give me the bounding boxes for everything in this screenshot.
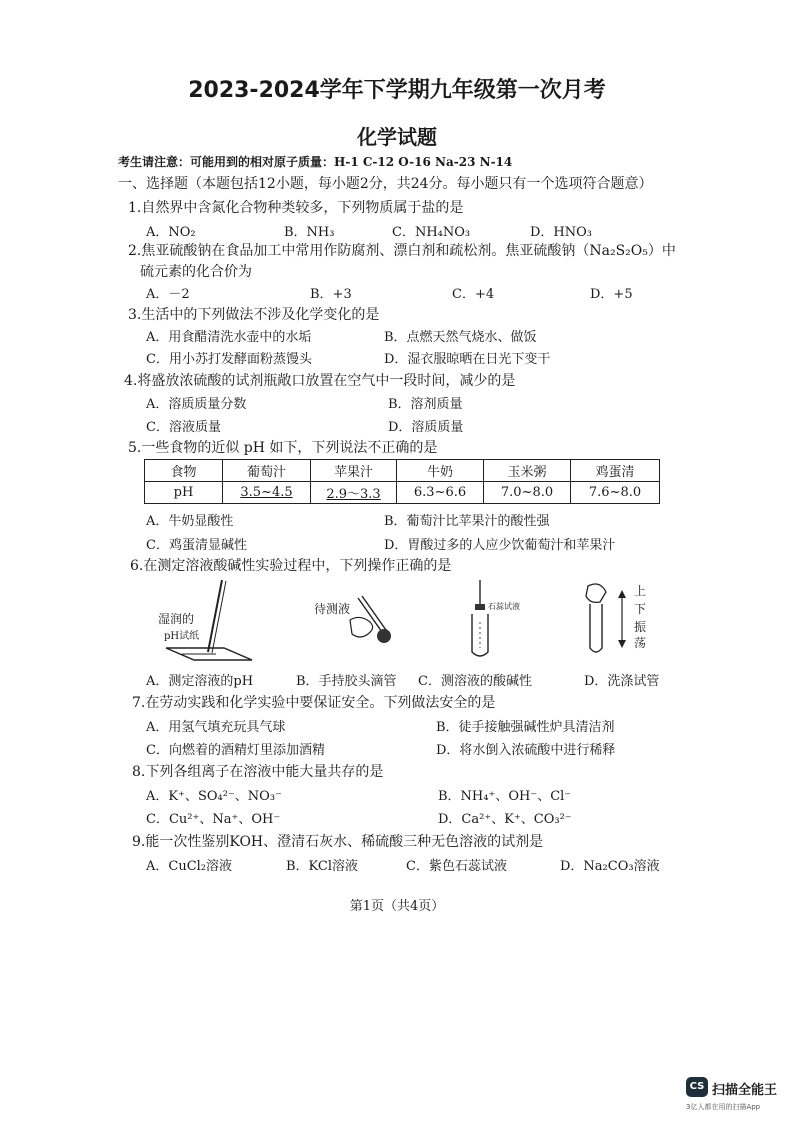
scanner-logo-icon: CS (686, 1077, 708, 1097)
q2-option-b: B．+3 (310, 287, 352, 302)
q1-option-c: C．NH₄NO₃ (392, 225, 471, 240)
question-8-stem: 8.下列各组离子在溶液中能大量共存的是 (132, 764, 384, 780)
q3-option-b: B．点燃天然气烧水、做饭 (384, 330, 537, 345)
question-6-stem: 6.在测定溶液酸碱性实验过程中，下列操作正确的是 (130, 558, 452, 574)
q1-option-a: A．NO₂ (146, 225, 196, 240)
q5-option-c: C．鸡蛋清显碱性 (146, 538, 247, 553)
figure-d-label-down: 下 (634, 602, 647, 616)
q2-option-a: A．－2 (146, 287, 190, 302)
ph-table-header-row (145, 460, 660, 482)
ph-table-cell: 6.3~6.6 (397, 482, 484, 504)
q8-option-b: B．NH₄⁺、OH⁻、Cl⁻ (438, 789, 572, 804)
ph-table-cell: 7.0~8.0 (484, 482, 571, 504)
ph-table-header: 食物 (145, 460, 223, 482)
figure-a-label-2: pH试纸 (164, 631, 200, 642)
q9-option-b: B．KCl溶液 (286, 859, 359, 874)
question-2-stem-cont: 硫元素的化合价为 (140, 264, 252, 280)
figure-b-label: 待测液 (314, 602, 351, 616)
q7-option-d: D．将水倒入浓硫酸中进行稀释 (436, 743, 616, 758)
q3-option-a: A．用食醋清洗水壶中的水垢 (146, 330, 312, 345)
ph-table-header: 鸡蛋清 (571, 460, 660, 482)
ph-table-header: 苹果汁 (311, 460, 397, 482)
q5-option-a: A．牛奶显酸性 (146, 514, 234, 529)
question-9-stem: 9.能一次性鉴别KOH、澄清石灰水、稀硫酸三种无色溶液的试剂是 (132, 834, 544, 850)
figure-c-label: 石蕊试液 (488, 602, 520, 611)
q7-option-b: B．徒手接触强碱性炉具清洁剂 (436, 720, 615, 735)
ph-table-header: 葡萄汁 (223, 460, 311, 482)
q6-option-d: D．洗涤试管 (584, 674, 660, 689)
question-3-stem: 3.生活中的下列做法不涉及化学变化的是 (128, 307, 380, 323)
q1-option-b: B．NH₃ (284, 225, 335, 240)
q9-option-a: A．CuCl₂溶液 (146, 859, 233, 874)
page-footer: 第1页（共4页） (349, 899, 445, 914)
ph-table-value-row (145, 482, 660, 504)
question-2-stem: 2.焦亚硫酸钠在食品加工中常用作防腐剂、漂白剂和疏松剂。焦亚硫酸钠（Na₂S₂O₅）中 (128, 243, 676, 259)
q6-option-a: A．测定溶液的pH (146, 674, 254, 689)
q3-option-d: D．湿衣服晾晒在日光下变干 (384, 352, 551, 367)
question-5-stem: 5.一些食物的近似 pH 如下，下列说法不正确的是 (128, 440, 438, 456)
figure-d-label-shake1: 振 (634, 620, 647, 634)
q4-option-c: C．溶液质量 (146, 420, 221, 435)
q5-option-d: D．胃酸过多的人应少饮葡萄汁和苹果汁 (384, 538, 616, 553)
scanner-app-name: 扫描全能王 (712, 1083, 778, 1098)
q1-option-d: D．HNO₃ (530, 225, 593, 240)
figure-dropper (300, 590, 400, 650)
ph-table-header: 玉米粥 (484, 460, 571, 482)
q6-option-b: B．手持胶头滴管 (296, 674, 397, 689)
q6-option-c: C．测溶液的酸碱性 (418, 674, 532, 689)
q4-option-b: B．溶剂质量 (388, 397, 463, 412)
question-1-stem: 1.自然界中含氮化合物种类较多，下列物质属于盐的是 (128, 200, 464, 216)
ph-table-cell: pH (145, 482, 223, 504)
atomic-mass-note: 考生请注意：可能用到的相对原子质量：H-1 C-12 O-16 Na-23 N-14 (118, 155, 513, 169)
figure-d-label-shake2: 荡 (634, 636, 647, 650)
ph-table-cell: 7.6~8.0 (571, 482, 660, 504)
figure-a-label-1: 湿润的 (158, 612, 195, 626)
figure-d-label-up: 上 (634, 584, 647, 598)
ph-table-header: 牛奶 (397, 460, 484, 482)
figure-test-tube (466, 578, 546, 660)
q2-option-c: C．+4 (452, 287, 495, 302)
scanner-tagline: 3亿人都在用的扫描App (686, 1103, 761, 1111)
q2-option-d: D．+5 (590, 287, 633, 302)
ph-table-cell: 2.9～3.3 (311, 482, 397, 504)
q9-option-d: D．Na₂CO₃溶液 (560, 859, 660, 874)
q4-option-d: D．溶质质量 (388, 420, 464, 435)
section-heading: 一、选择题（本题包括12小题，每小题2分，共24分。每小题只有一个选项符合题意） (118, 176, 653, 192)
q3-option-c: C．用小苏打发酵面粉蒸馒头 (146, 352, 312, 367)
ph-table-cell: 3.5~4.5 (223, 482, 311, 504)
q5-option-b: B．葡萄汁比苹果汁的酸性强 (384, 514, 550, 529)
exam-subtitle: 化学试题 (357, 125, 437, 149)
q8-option-c: C．Cu²⁺、Na⁺、OH⁻ (146, 812, 281, 827)
q8-option-d: D．Ca²⁺、K⁺、CO₃²⁻ (438, 812, 572, 827)
q4-option-a: A．溶质质量分数 (146, 397, 247, 412)
q7-option-a: A．用氢气填充玩具气球 (146, 720, 286, 735)
figure-shake-tube (578, 582, 638, 660)
question-4-stem: 4.将盛放浓硫酸的试剂瓶敞口放置在空气中一段时间，减少的是 (124, 373, 516, 389)
q8-option-a: A．K⁺、SO₄²⁻、NO₃⁻ (146, 789, 282, 804)
question-7-stem: 7.在劳动实践和化学实验中要保证安全。下列做法安全的是 (132, 695, 496, 711)
q9-option-c: C．紫色石蕊试液 (406, 859, 507, 874)
ph-table (144, 459, 660, 504)
exam-title: 2023-2024学年下学期九年级第一次月考 (188, 78, 606, 103)
q7-option-c: C．向燃着的酒精灯里添加酒精 (146, 743, 325, 758)
